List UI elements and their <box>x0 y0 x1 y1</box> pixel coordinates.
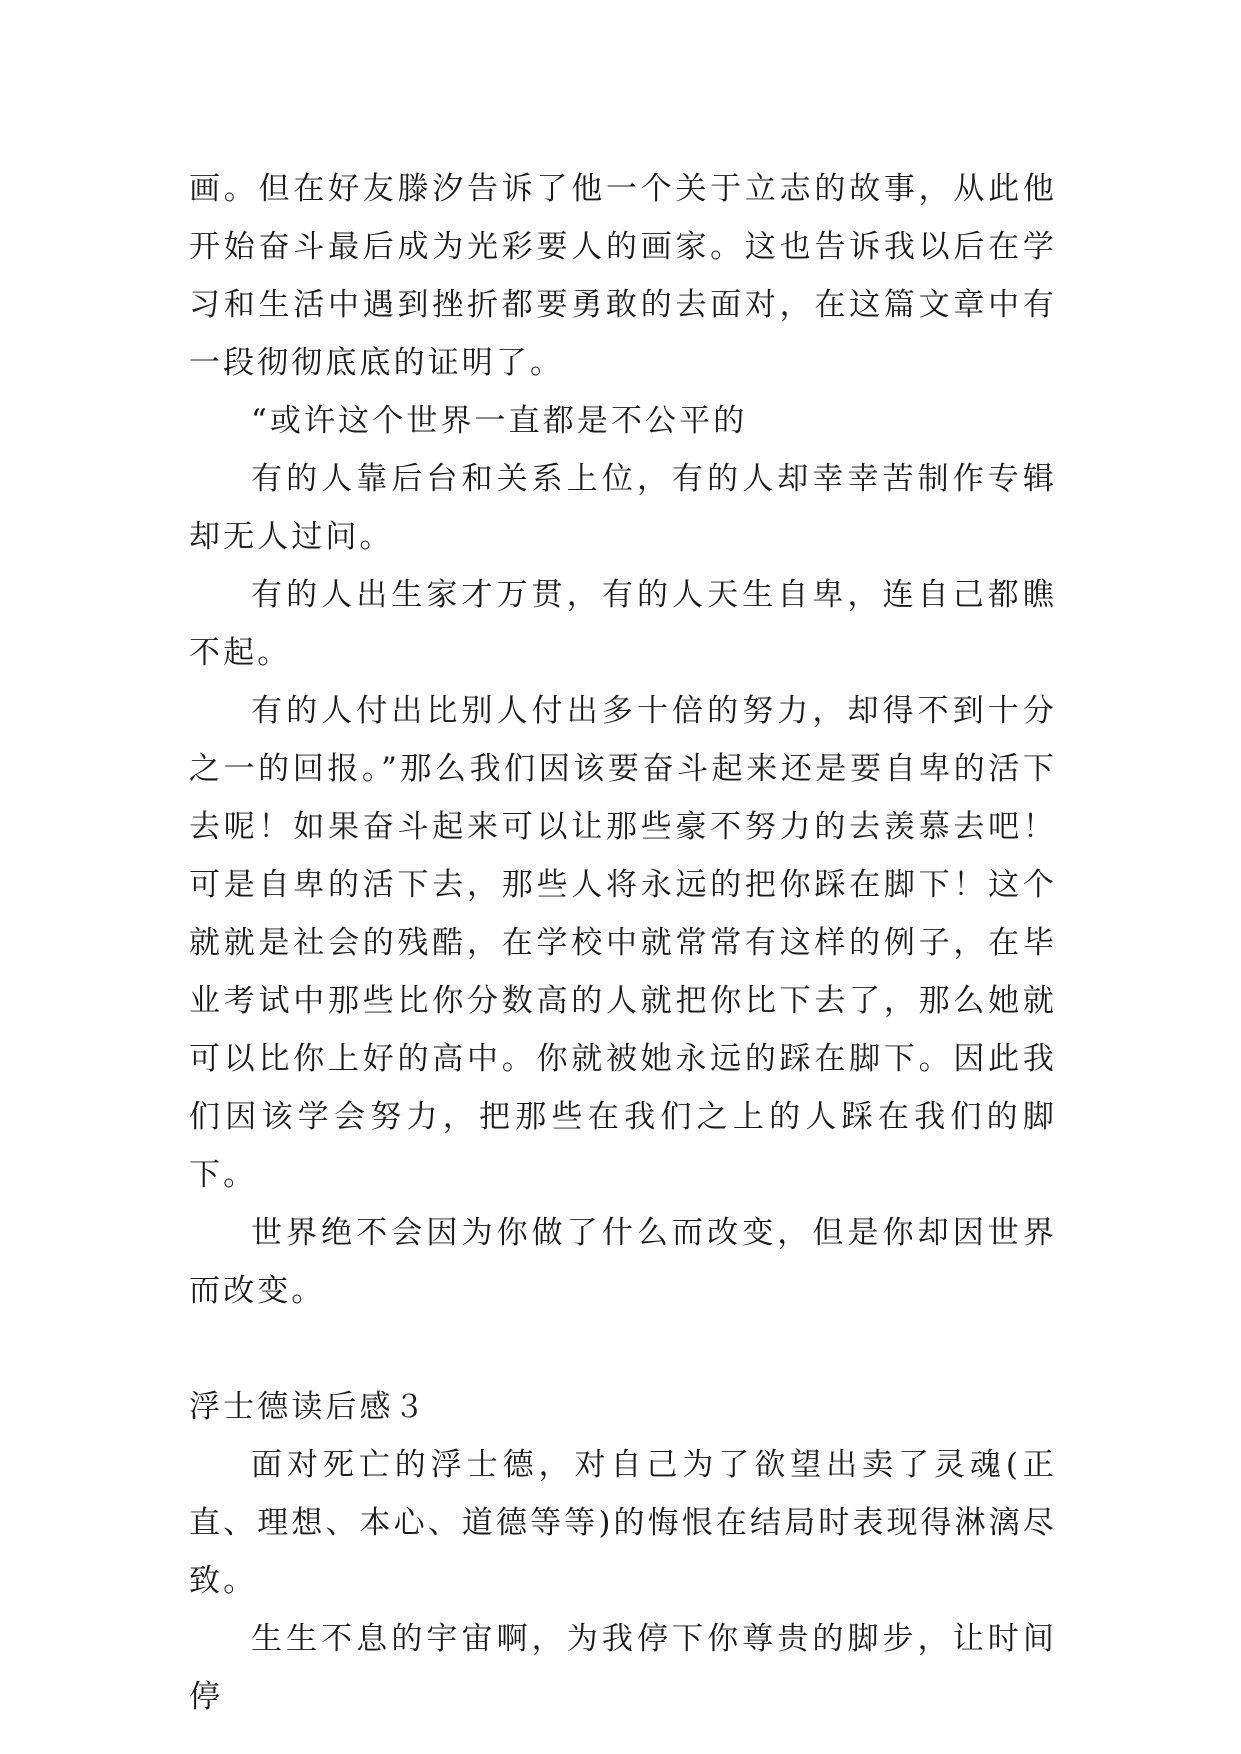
paragraph-continuation: 画。但在好友滕汐告诉了他一个关于立志的故事，从此他开始奋斗最后成为光彩要人的画家。这也告诉我以后在学习和生活中遇到挫折都要勇敢的去面对，在这篇文章中有一段彻彻底底的证明了。 <box>189 171 1057 381</box>
paragraph: 有的人靠后台和关系上位，有的人却幸幸苦制作专辑却无人过问。 <box>189 461 1057 555</box>
document-body <box>189 160 1057 1726</box>
paragraph: 生生不息的宇宙啊，为我停下你尊贵的脚步，让时间停 <box>189 1621 1057 1715</box>
paragraph: 有的人付出比别人付出多十倍的努力，却得不到十分之一的回报。”那么我们因该要奋斗起来还是要自卑的活下去呢！如果奋斗起来可以让那些豪不努力的去羡慕去吧！可是自卑的活下去，那些人将永远的把你踩在脚下！这个就就是社会的残酷，在学校中就常常有这样的例子，在毕业考试中那些比你分数高的人就把你比下去了，那么她就可以比你上好的高中。你就被她永远的踩在脚下。因此我们因该学会努力，把那些在我们之上的人踩在我们的脚下。 <box>189 693 1057 1193</box>
paragraph-quote-start: “或许这个世界一直都是不公平的 <box>251 403 748 439</box>
paragraph: 面对死亡的浮士德，对自己为了欲望出卖了灵魂(正直、理想、本心、道德等等)的悔恨在结局时表现得淋漓尽致。 <box>189 1447 1057 1599</box>
section-heading: 浮士德读后感３ <box>189 1389 428 1425</box>
paragraph: 世界绝不会因为你做了什么而改变，但是你却因世界而改变。 <box>189 1215 1057 1309</box>
paragraph: 有的人出生家才万贯，有的人天生自卑，连自己都瞧不起。 <box>189 577 1057 671</box>
